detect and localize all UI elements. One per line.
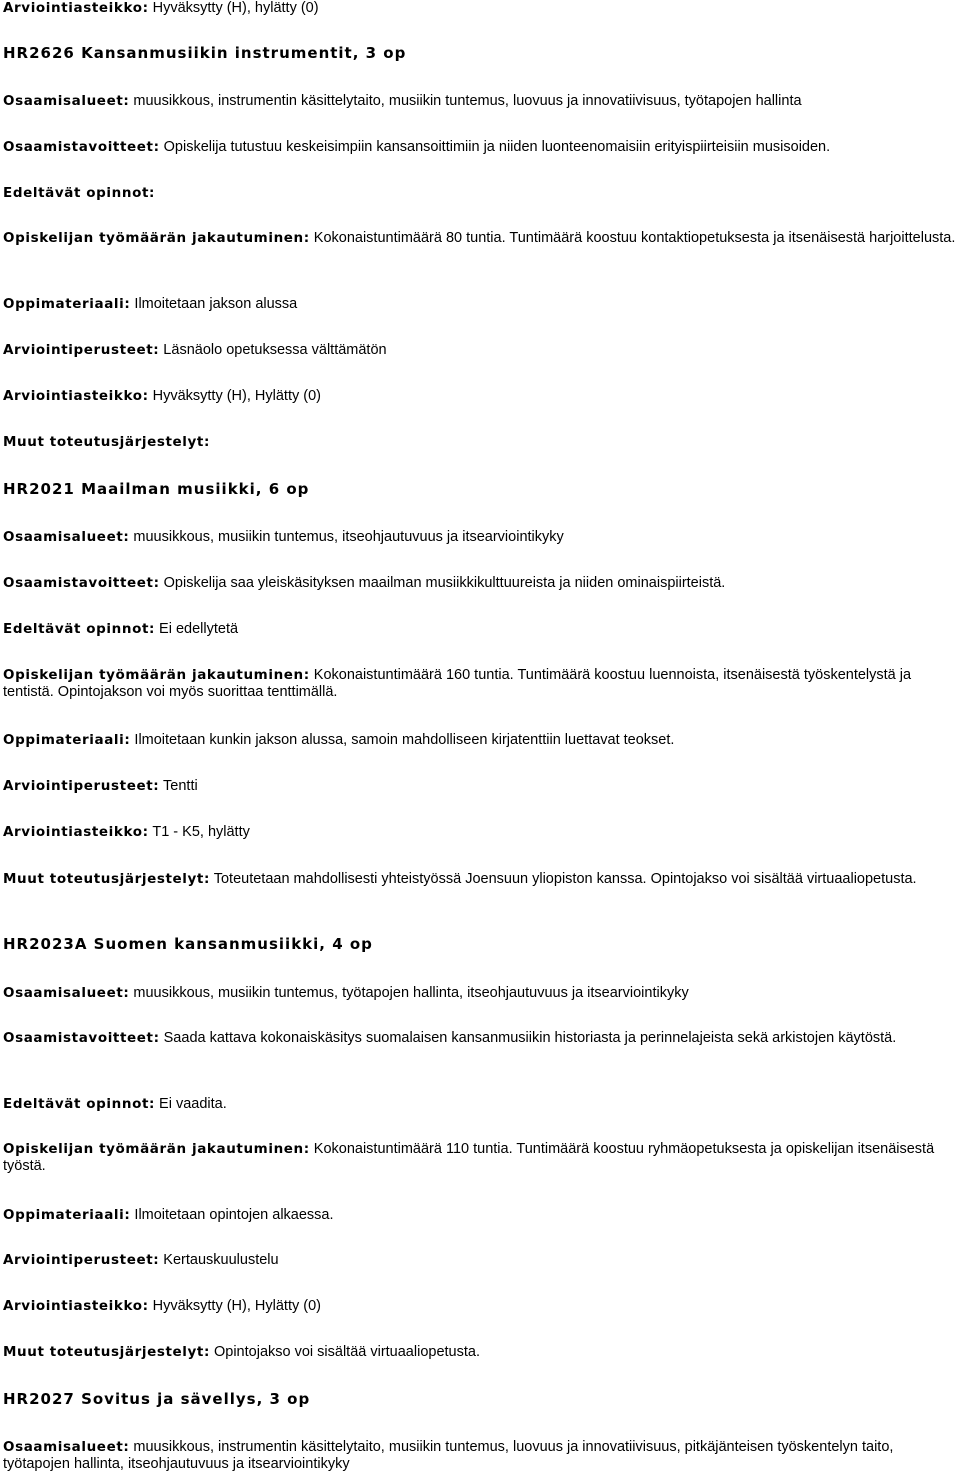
skills-line xyxy=(3,985,956,1002)
field-label: Arviointiperusteet: xyxy=(3,342,160,358)
field-label: Edeltävät opinnot: xyxy=(3,1096,156,1112)
field-value: Opiskelija saa yleiskäsityksen maailman musiikkikulttuureista ja niiden ominaispiirteistä. xyxy=(159,575,726,591)
field-label: Arviointiasteikko: xyxy=(3,1298,149,1314)
field-label: Muut toteutusjärjestelyt: xyxy=(3,1344,210,1360)
prereq-line xyxy=(3,1096,956,1113)
field-label: Muut toteutusjärjestelyt: xyxy=(3,871,210,887)
course-title: HR2023A Suomen kansanmusiikki, 4 op xyxy=(3,935,373,953)
field-value: Kokonaistuntimäärä 110 tuntia. Tuntimäärä koostuu ryhmäopetuksesta ja opiskelijan itsenäisestä työstä. xyxy=(3,1141,935,1174)
field-label: Arviointiperusteet: xyxy=(3,778,160,794)
field-value: Ilmoitetaan jakson alussa xyxy=(130,296,298,312)
grading-scale-line xyxy=(3,388,956,405)
field-value: Hyväksytty (H), Hylätty (0) xyxy=(148,1298,321,1314)
skills-line xyxy=(3,529,956,546)
field-value: Hyväksytty (H), Hylätty (0) xyxy=(148,388,321,404)
workload-line xyxy=(3,667,956,701)
field-label: Opiskelijan työmäärän jakautuminen: xyxy=(3,230,310,246)
field-value: T1 - K5, hylätty xyxy=(148,824,250,840)
field-value: Saada kattava kokonaiskäsitys suomalaisen kansanmusiikin historiasta ja perinnelajeista sekä arkistojen käytöstä. xyxy=(159,1030,897,1046)
field-label: Osaamisalueet: xyxy=(3,985,130,1001)
field-label: Arviointiperusteet: xyxy=(3,1252,160,1268)
field-value: Tentti xyxy=(159,778,198,794)
field-label: Edeltävät opinnot: xyxy=(3,185,156,201)
field-value: muusikkous, musiikin tuntemus, työtapojen hallinta, itseohjautuvuus ja itsearviointikyky xyxy=(129,985,689,1001)
field-value: muusikkous, instrumentin käsittelytaito, musiikin tuntemus, luovuus ja innovatiivisuus, pitkäjänteisen työskentelyn taito, työtapojen hallinta, itseohjautuvuus ja itsearviointikyky xyxy=(3,1439,894,1472)
field-label: Osaamisalueet: xyxy=(3,1439,130,1455)
other-arrangements-line xyxy=(3,871,956,888)
criteria-line xyxy=(3,342,956,359)
field-value: Ilmoitetaan opintojen alkaessa. xyxy=(130,1207,334,1223)
skills-line xyxy=(3,1439,956,1473)
field-label: Osaamisalueet: xyxy=(3,529,130,545)
skills-line xyxy=(3,93,956,110)
course-title: HR2027 Sovitus ja sävellys, 3 op xyxy=(3,1390,311,1408)
grading-scale-line xyxy=(3,1298,956,1315)
goals-line xyxy=(3,575,956,592)
material-line xyxy=(3,732,956,749)
field-label: Oppimateriaali: xyxy=(3,732,131,748)
field-value: Ei edellytetä xyxy=(155,621,239,637)
field-label: Arviointiasteikko: xyxy=(3,388,149,404)
field-label: Arviointiasteikko: xyxy=(3,0,149,16)
field-value: Toteutetaan mahdollisesti yhteistyössä Joensuun yliopiston kanssa. Opintojakso voi sisältää virtuaaliopetusta. xyxy=(209,871,917,887)
field-value: Läsnäolo opetuksessa välttämätön xyxy=(159,342,387,358)
field-value: Ilmoitetaan kunkin jakson alussa, samoin mahdolliseen kirjatenttiin luettavat teokset. xyxy=(130,732,675,748)
other-arrangements-line xyxy=(3,434,956,451)
course-title: HR2021 Maailman musiikki, 6 op xyxy=(3,480,310,498)
workload-line xyxy=(3,230,956,247)
criteria-line xyxy=(3,1252,956,1269)
field-label: Oppimateriaali: xyxy=(3,1207,131,1223)
goals-line xyxy=(3,139,956,156)
grading-scale-line xyxy=(3,824,956,841)
other-arrangements-line xyxy=(3,1344,956,1361)
field-value: muusikkous, musiikin tuntemus, itseohjautuvuus ja itsearviointikyky xyxy=(129,529,564,545)
prereq-line xyxy=(3,185,956,202)
field-label: Oppimateriaali: xyxy=(3,296,131,312)
workload-line xyxy=(3,1141,956,1175)
field-label: Opiskelijan työmäärän jakautuminen: xyxy=(3,667,310,683)
field-label: Edeltävät opinnot: xyxy=(3,621,156,637)
grading-scale-line xyxy=(3,0,956,17)
field-value: Ei vaadita. xyxy=(155,1096,227,1112)
field-label: Muut toteutusjärjestelyt: xyxy=(3,434,210,450)
field-label: Opiskelijan työmäärän jakautuminen: xyxy=(3,1141,310,1157)
field-label: Osaamistavoitteet: xyxy=(3,575,160,591)
prereq-line xyxy=(3,621,956,638)
goals-line xyxy=(3,1030,956,1047)
field-value: Hyväksytty (H), hylätty (0) xyxy=(148,0,319,16)
course-title: HR2626 Kansanmusiikin instrumentit, 3 op xyxy=(3,44,407,62)
field-value: Opiskelija tutustuu keskeisimpiin kansansoittimiin ja niiden luonteenomaisiin erityispiirteisiin musisoiden. xyxy=(159,139,831,155)
field-label: Osaamistavoitteet: xyxy=(3,1030,160,1046)
field-label: Osaamisalueet: xyxy=(3,93,130,109)
field-value: Kokonaistuntimäärä 160 tuntia. Tuntimäärä koostuu luennoista, itsenäisestä työskentelystä ja tentistä. Opintojakson voi myös suorittaa tenttimällä. xyxy=(3,667,912,700)
field-value: Kokonaistuntimäärä 80 tuntia. Tuntimäärä koostuu kontaktiopetuksesta ja itsenäisestä harjoittelusta. xyxy=(309,230,956,246)
field-value: Kertauskuulustelu xyxy=(159,1252,279,1268)
field-value: muusikkous, instrumentin käsittelytaito, musiikin tuntemus, luovuus ja innovatiivisuus, työtapojen hallinta xyxy=(129,93,802,109)
field-label: Osaamistavoitteet: xyxy=(3,139,160,155)
criteria-line xyxy=(3,778,956,795)
material-line xyxy=(3,1207,956,1224)
material-line xyxy=(3,296,956,313)
field-label: Arviointiasteikko: xyxy=(3,824,149,840)
field-value: Opintojakso voi sisältää virtuaaliopetusta. xyxy=(209,1344,480,1360)
